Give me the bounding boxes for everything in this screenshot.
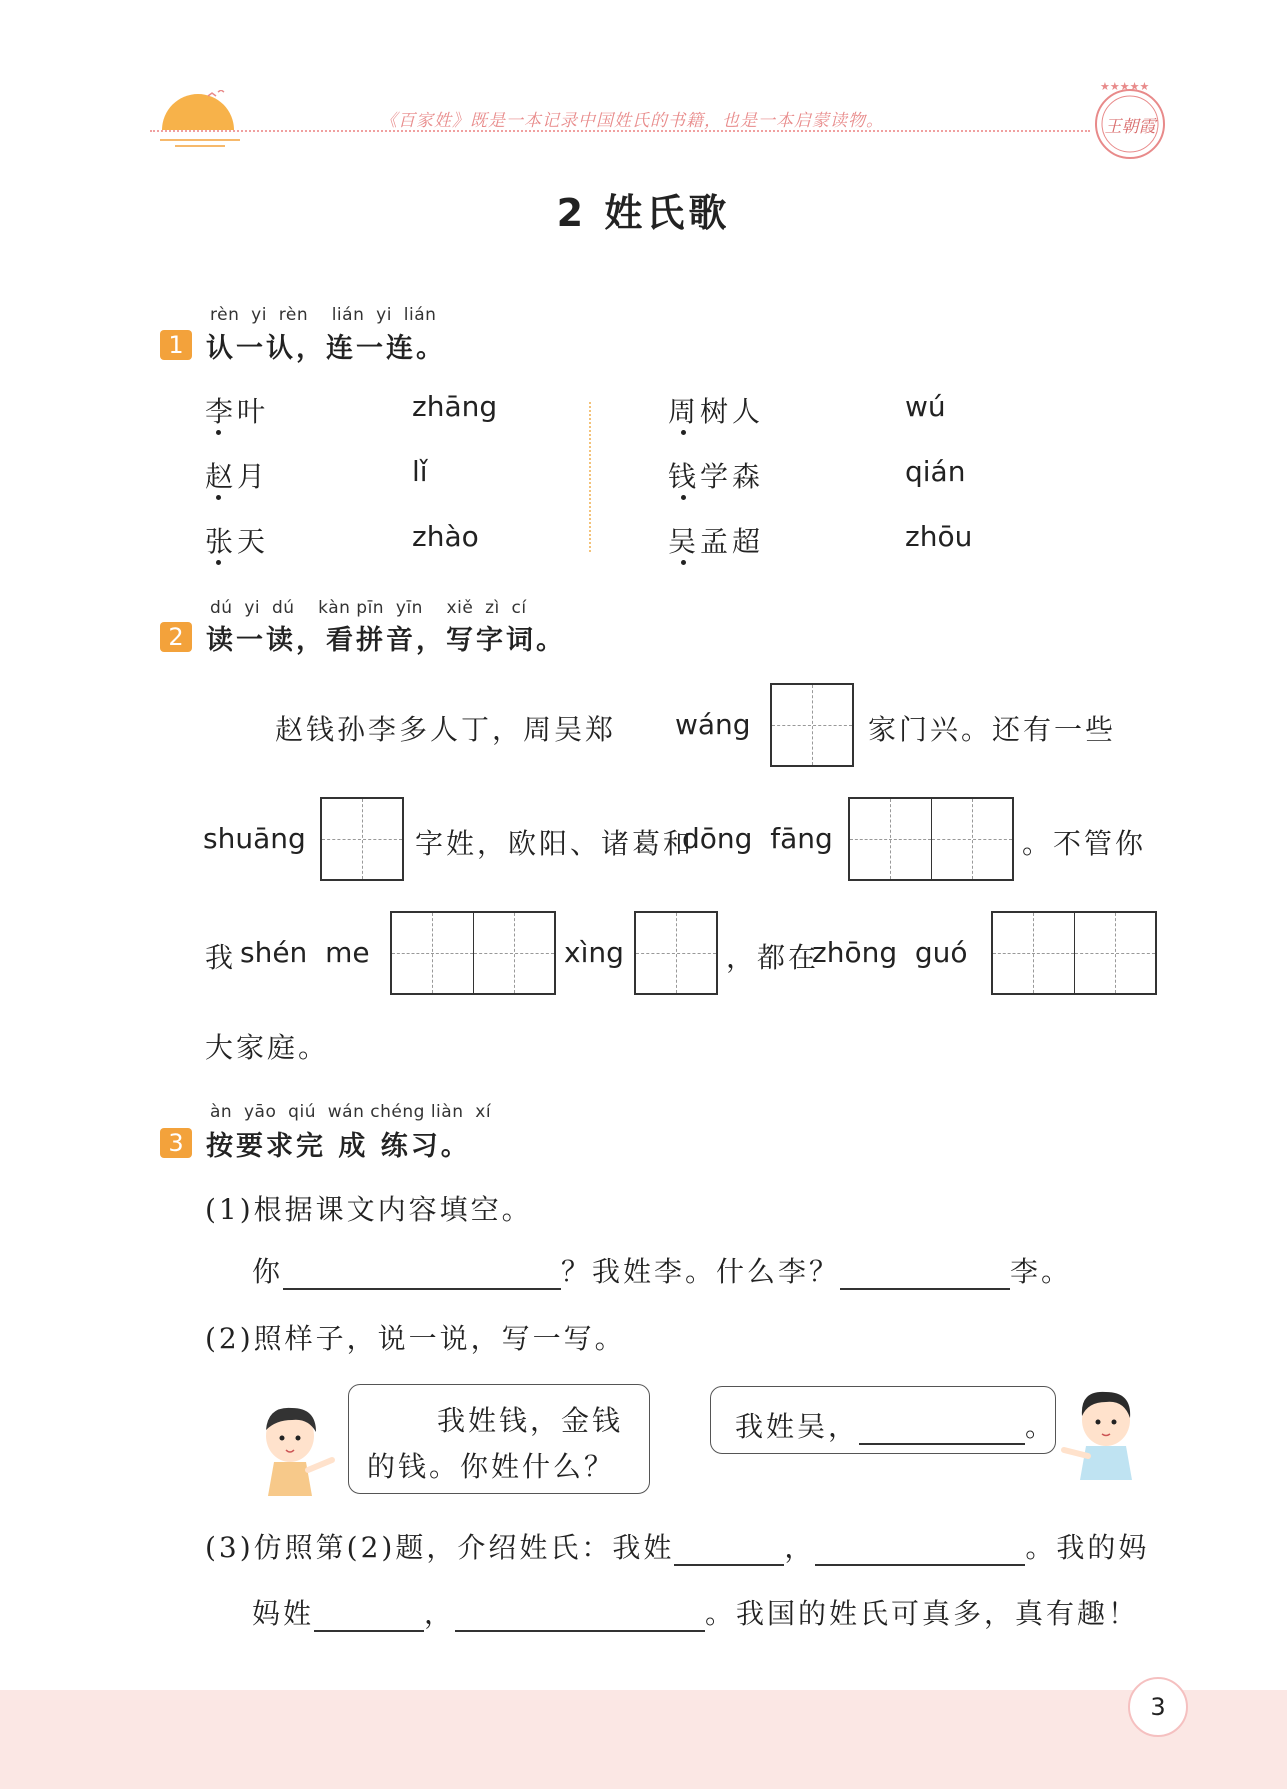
q3-sub3-line1 xyxy=(205,1526,1149,1566)
q3-sub1-label: (1)根据课文内容填空。 xyxy=(205,1193,533,1226)
header-motto: 《百家姓》既是一本记录中国姓氏的书籍，也是一本启蒙读物。 xyxy=(380,111,884,131)
bubble-left-line1: 我姓钱，金钱 xyxy=(437,1404,624,1437)
q1-title: 认一认，连一连。 xyxy=(206,333,446,364)
write-box-xing[interactable] xyxy=(634,911,718,995)
write-box-dongfang[interactable] xyxy=(848,797,1014,881)
fill-blank[interactable] xyxy=(859,1417,1025,1445)
left-name-1[interactable]: 李叶 xyxy=(205,395,270,428)
q2-number: 2 xyxy=(160,622,192,652)
pinyin-dongfang: dōng fāng xyxy=(682,822,833,855)
bubble-right-text-b: 。 xyxy=(1025,1410,1057,1443)
sub1-text-a: 你 xyxy=(252,1255,284,1288)
sub3-text-d: 妈姓 xyxy=(252,1597,315,1630)
column-divider xyxy=(589,402,597,552)
q3-sub3-line2 xyxy=(252,1592,1139,1632)
poem-line-1a: 赵钱孙李多人丁，周吴郑 xyxy=(275,713,617,746)
q3-sub2-label: (2)照样子，说一说，写一写。 xyxy=(205,1322,626,1355)
q2-pinyin: dú yi dú kàn pīn yīn xiě zì cí xyxy=(210,598,527,618)
emphasis-dot xyxy=(681,430,686,435)
poem-line-4: 大家庭。 xyxy=(205,1031,330,1064)
emphasis-dot xyxy=(216,560,221,565)
bubble-left-line2: 的钱。你姓什么？ xyxy=(367,1450,616,1483)
pinyin-shuang: shuāng xyxy=(203,822,306,855)
sub3-text-f: 。我国的姓氏可真多，真有趣！ xyxy=(705,1597,1140,1630)
poem-line-2a: 字姓，欧阳、诸葛和 xyxy=(415,827,695,860)
left-pinyin-3[interactable]: zhào xyxy=(412,520,479,553)
emphasis-dot xyxy=(216,430,221,435)
right-pinyin-2[interactable]: qián xyxy=(905,455,966,488)
q3-pinyin: àn yāo qiú wán chéng liàn xí xyxy=(210,1102,492,1122)
left-pinyin-1[interactable]: zhāng xyxy=(412,390,498,423)
fill-blank[interactable] xyxy=(840,1262,1010,1290)
bubble-right-line xyxy=(735,1405,1056,1445)
poem-line-1b: 家门兴。还有一些 xyxy=(868,713,1117,746)
seal-text: 王朝霞 xyxy=(1104,117,1156,137)
pinyin-wang: wáng xyxy=(675,708,751,741)
fill-blank[interactable] xyxy=(674,1538,784,1566)
write-box-zhongguo[interactable] xyxy=(991,911,1157,995)
write-box-wang[interactable] xyxy=(770,683,854,767)
speech-bubble-right xyxy=(710,1386,1056,1454)
right-pinyin-3[interactable]: zhōu xyxy=(905,520,973,553)
pinyin-zhongguo: zhōng guó xyxy=(812,936,968,969)
sun-icon xyxy=(160,90,236,132)
left-pinyin-2[interactable]: lǐ xyxy=(412,455,428,488)
sub1-text-c: 李。 xyxy=(1010,1255,1073,1288)
author-seal xyxy=(1090,78,1170,162)
right-name-2[interactable]: 钱学森 xyxy=(668,460,765,493)
speech-bubble-left xyxy=(348,1384,650,1494)
bubble-right-text-a: 我姓吴， xyxy=(735,1410,860,1443)
q3-number: 3 xyxy=(160,1128,192,1158)
fill-blank[interactable] xyxy=(314,1604,424,1632)
page-title: 2 姓氏歌 xyxy=(556,191,731,235)
q3-sub1-line xyxy=(252,1250,1072,1290)
left-name-2[interactable]: 赵月 xyxy=(205,460,270,493)
boy-illustration xyxy=(1058,1384,1148,1484)
svg-text:★★★★★: ★★★★★ xyxy=(1100,80,1150,93)
write-box-shenme[interactable] xyxy=(390,911,556,995)
q3-title: 按要求完 成 练习。 xyxy=(206,1131,471,1162)
poem-line-3b: ，都在 xyxy=(726,941,820,974)
sub3-text-e: ， xyxy=(424,1597,456,1630)
emphasis-dot xyxy=(681,560,686,565)
fill-blank[interactable] xyxy=(455,1604,705,1632)
right-pinyin-1[interactable]: wú xyxy=(905,390,946,423)
write-box-shuang[interactable] xyxy=(320,797,404,881)
water-lines-icon xyxy=(150,136,250,150)
left-name-3[interactable]: 张天 xyxy=(205,525,270,558)
sub3-text-c: 。我的妈 xyxy=(1025,1531,1150,1564)
q1-pinyin: rèn yi rèn lián yi lián xyxy=(210,305,437,325)
sub3-text-a: (3)仿照第(2)题，介绍姓氏：我姓 xyxy=(205,1531,675,1564)
fill-blank[interactable] xyxy=(283,1262,561,1290)
sub3-text-b: ， xyxy=(784,1531,816,1564)
q2-title: 读一读，看拼音，写字词。 xyxy=(206,625,566,656)
sub1-text-b: ？我姓李。什么李？ xyxy=(561,1255,841,1288)
emphasis-dot xyxy=(681,495,686,500)
right-name-3[interactable]: 吴孟超 xyxy=(668,525,765,558)
right-name-1[interactable]: 周树人 xyxy=(668,395,765,428)
poem-line-3a: 我 xyxy=(205,941,237,974)
emphasis-dot xyxy=(216,495,221,500)
pinyin-xing: xìng xyxy=(564,936,624,969)
page-number: 3 xyxy=(1128,1677,1188,1737)
fill-blank[interactable] xyxy=(815,1538,1025,1566)
poem-line-2b: 。不管你 xyxy=(1022,827,1147,860)
q1-number: 1 xyxy=(160,330,192,360)
girl-illustration xyxy=(248,1400,338,1500)
pinyin-shenme: shén me xyxy=(240,936,370,969)
page-footer xyxy=(0,1690,1287,1789)
